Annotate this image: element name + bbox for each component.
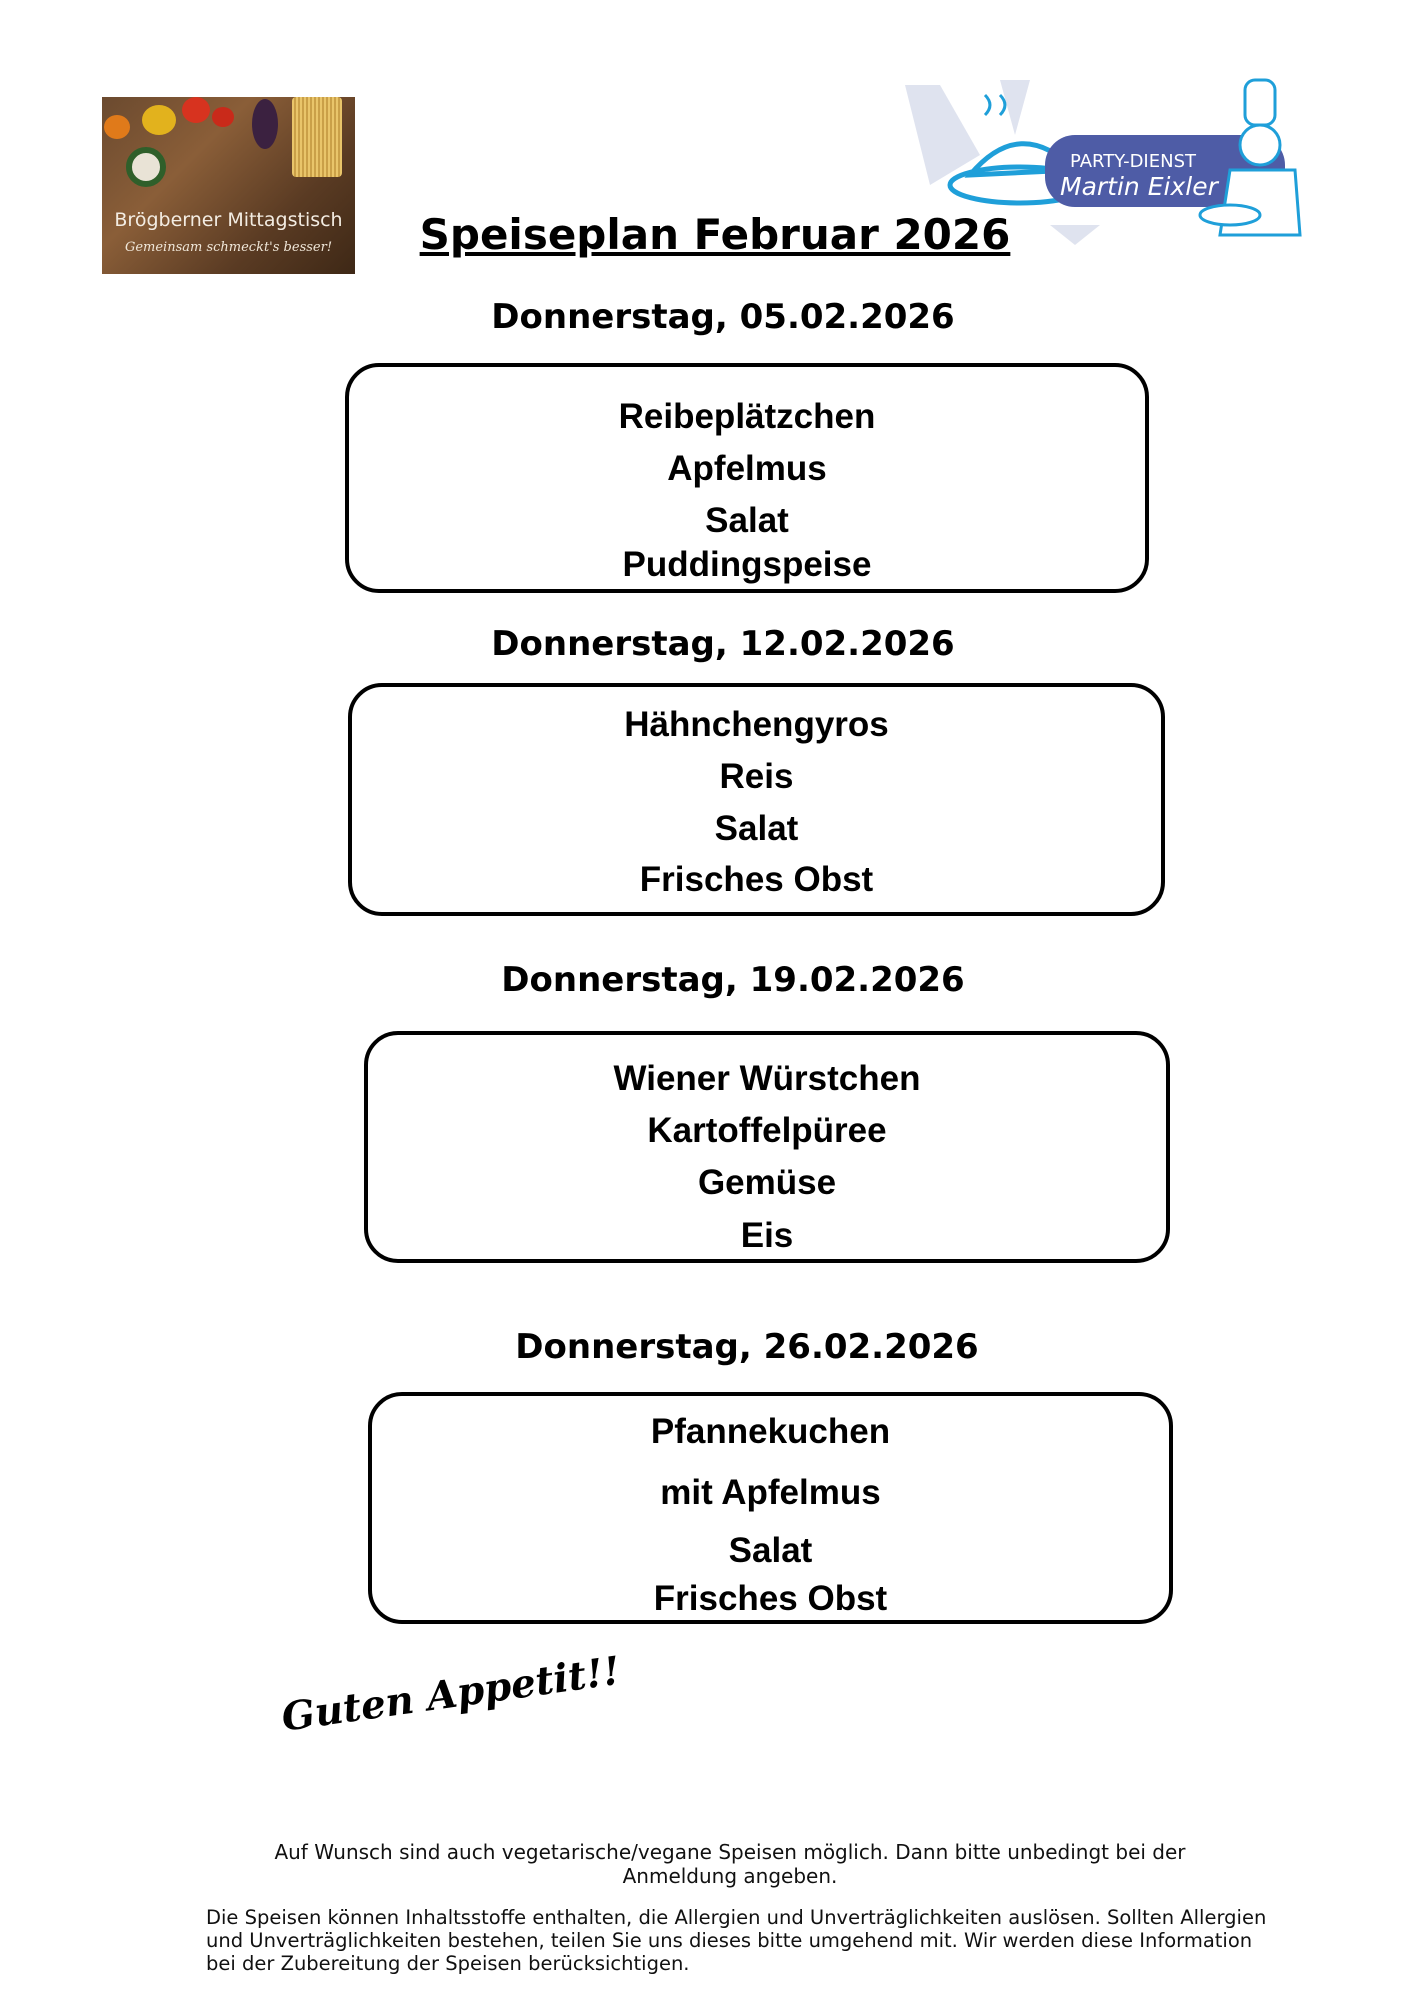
day-date: Donnerstag, 19.02.2026 [501, 960, 965, 1000]
tomato-icon [182, 97, 210, 123]
dish-item: Wiener Würstchen [613, 1059, 921, 1098]
day-date: Donnerstag, 12.02.2026 [491, 624, 955, 664]
pasta-icon [292, 97, 342, 177]
dish-item: Puddingspeise [622, 545, 872, 584]
day-date: Donnerstag, 26.02.2026 [515, 1327, 979, 1367]
dish-item: Reis [719, 757, 794, 796]
dish-item: mit Apfelmus [660, 1473, 881, 1512]
pepper-icon [142, 105, 176, 135]
dish-item: Reibeplätzchen [618, 397, 876, 436]
closing-greeting: Guten Appetit!! [278, 1647, 624, 1741]
dish-item: Gemüse [697, 1163, 837, 1202]
vegetarian-note: Auf Wunsch sind auch vegetarische/vegane Speisen möglich. Dann bitte unbedingt bei der Anmeldung angeben. [274, 1840, 1186, 1888]
tomato-icon [212, 107, 234, 127]
logo-left-slogan: Gemeinsam schmeckt's besser! [124, 240, 333, 255]
menu-box [348, 683, 1165, 916]
menu-box [368, 1392, 1173, 1624]
dish-item: Eis [740, 1216, 794, 1255]
menu-box [345, 363, 1149, 593]
menu-box [364, 1031, 1170, 1263]
logo-right-line1: PARTY-DIENST [1070, 151, 1196, 172]
logo-right-line2: Martin Eixler [1060, 172, 1218, 201]
dish-item: Frisches Obst [653, 1579, 888, 1618]
dish-item: Salat [714, 809, 799, 848]
allergy-note: Die Speisen können Inhaltsstoffe enthalten, die Allergien und Unverträglichkeiten auslösen. Sollten Allergien und Unverträglichkeiten bestehen, teilen Sie uns dieses bitte umgehend mit. Wir werden diese Information bei der Zubereitung der Speisen berücksichtigen. [206, 1906, 1267, 1975]
dish-item: Pfannekuchen [650, 1412, 891, 1451]
herb-bowl-icon [126, 147, 166, 187]
dish-item: Kartoffelpüree [647, 1111, 887, 1150]
pepper-icon [104, 115, 130, 139]
eggplant-icon [252, 99, 278, 149]
day-date: Donnerstag, 05.02.2026 [491, 297, 955, 337]
dish-item: Hähnchengyros [624, 705, 889, 744]
dish-item: Salat [705, 501, 789, 540]
dish-item: Frisches Obst [639, 860, 874, 899]
page-title: Speiseplan Februar 2026 [419, 210, 1011, 259]
dish-item: Salat [728, 1531, 813, 1570]
logo-left-name: Brögberner Mittagstisch [114, 209, 343, 231]
dish-item: Apfelmus [667, 449, 827, 488]
